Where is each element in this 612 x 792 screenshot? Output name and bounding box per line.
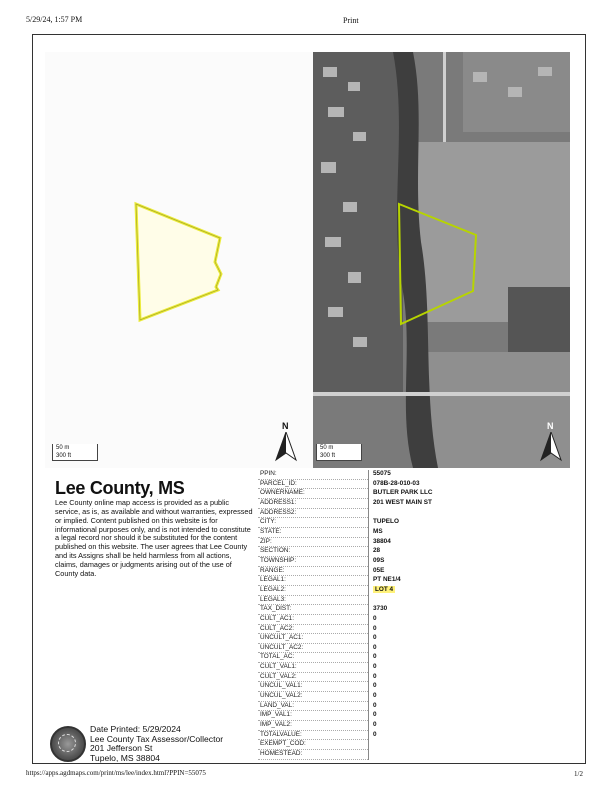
attribute-key: TOTAL_AC:: [258, 653, 369, 663]
attribute-key: ADDRESS2:: [258, 508, 369, 518]
attribute-value-text: 55075: [373, 470, 391, 478]
attribute-key: UNCULT_AC1:: [258, 634, 369, 644]
north-arrow-left: N: [274, 432, 298, 467]
attribute-key: CULT_VAL2:: [258, 672, 369, 682]
attribute-value-text: BUTLER PARK LLC: [373, 489, 433, 497]
county-seal: [50, 726, 86, 762]
aerial-imagery: [313, 52, 570, 468]
attribute-value: [369, 470, 571, 479]
scale-meters: 50 m: [320, 445, 334, 451]
attribute-value: [369, 547, 571, 557]
attribute-row: [258, 653, 570, 663]
attribute-value: [369, 643, 571, 653]
attribute-row: [258, 750, 570, 760]
attribute-value: [369, 701, 571, 711]
attribute-row: [258, 556, 570, 566]
attribute-value-text: 0: [373, 721, 377, 729]
attribute-key: TOTALVALUE:: [258, 730, 369, 740]
attribute-row: [258, 498, 570, 508]
attribute-row: [258, 489, 570, 499]
attribute-key: ADDRESS1:: [258, 498, 369, 508]
attribute-key: CULT_AC2:: [258, 624, 369, 634]
attribute-key: UNCUL_VAL1:: [258, 682, 369, 692]
attribute-row: [258, 470, 570, 479]
printed-info: [90, 725, 223, 763]
attribute-value: [369, 605, 571, 615]
attribute-row: [258, 634, 570, 644]
attribute-row: [258, 711, 570, 721]
attribute-value-text: 0: [373, 634, 377, 642]
attribute-value-text: 0: [373, 692, 377, 700]
attribute-value: [369, 663, 571, 673]
attribute-row: [258, 740, 570, 750]
attribute-key: IMP_VAL1:: [258, 711, 369, 721]
attribute-value: [369, 682, 571, 692]
attribute-value-text: 0: [373, 672, 377, 680]
attribute-value: [369, 508, 571, 518]
attribute-row: [258, 672, 570, 682]
attribute-value: [369, 518, 571, 528]
attribute-value-text: 0: [373, 653, 377, 661]
attribute-value: [369, 634, 571, 644]
attribute-value-text: PT NE1/4: [373, 576, 401, 584]
scale-bar-right: [316, 444, 362, 461]
attribute-key: TOWNSHIP:: [258, 556, 369, 566]
attribute-row: [258, 595, 570, 605]
attribute-row: [258, 663, 570, 673]
attribute-value-text: TUPELO: [373, 518, 399, 526]
attribute-key: SECTION:: [258, 547, 369, 557]
scale-bar-left: [52, 444, 98, 461]
attribute-key: CULT_VAL1:: [258, 663, 369, 673]
attribute-value-text: 0: [373, 682, 377, 690]
attribute-key: LEGAL2:: [258, 585, 369, 595]
attribute-key: PARCEL_ID:: [258, 479, 369, 489]
attribute-value: [369, 489, 571, 499]
attribute-value: [369, 750, 571, 760]
attribute-key: ZIP:: [258, 537, 369, 547]
attribute-value: [369, 614, 571, 624]
attribute-value: [369, 527, 571, 537]
attribute-value-text: 0: [373, 701, 377, 709]
attribute-value: [369, 711, 571, 721]
north-arrow-right: N: [539, 432, 563, 467]
attribute-value-text: 05E: [373, 566, 385, 574]
attribute-key: IMP_VAL2:: [258, 721, 369, 731]
attribute-row: [258, 576, 570, 586]
office-city: Tupelo, MS 38804: [90, 752, 160, 763]
attribute-row: [258, 643, 570, 653]
attribute-value-text: 38804: [373, 537, 391, 545]
attribute-row: [258, 537, 570, 547]
attribute-key: CITY:: [258, 518, 369, 528]
attribute-key: UNCUL_VAL2:: [258, 692, 369, 702]
attribute-value: [369, 576, 571, 586]
attribute-key: LAND_VAL:: [258, 701, 369, 711]
attribute-key: RANGE:: [258, 566, 369, 576]
parcel-outline-shape: [45, 52, 313, 468]
date-printed: Date Printed: 5/29/2024: [90, 724, 181, 734]
attribute-key: PPIN:: [258, 470, 369, 479]
attribute-key: LEGAL3:: [258, 595, 369, 605]
attribute-key: HOMESTEAD:: [258, 750, 369, 760]
attribute-key: OWNERNAME:: [258, 489, 369, 499]
attribute-value: [369, 721, 571, 731]
attribute-value: [369, 595, 571, 605]
attribute-key: LEGAL1:: [258, 576, 369, 586]
attribute-value: [369, 556, 571, 566]
attribute-row: [258, 682, 570, 692]
attribute-key: EXEMPT_COD:: [258, 740, 369, 750]
attribute-row: [258, 692, 570, 702]
attribute-row: [258, 508, 570, 518]
attribute-value: [369, 479, 571, 489]
attribute-value-text: 3730: [373, 605, 388, 613]
attribute-key: TAX_DIST:: [258, 605, 369, 615]
attribute-row: [258, 624, 570, 634]
office-name: Lee County Tax Assessor/Collector: [90, 733, 224, 744]
attribute-row: [258, 730, 570, 740]
attribute-value-text: 0: [373, 614, 377, 622]
attribute-value: [369, 692, 571, 702]
attribute-value-text: 201 WEST MAIN ST: [373, 498, 432, 506]
attribute-row: [258, 614, 570, 624]
north-arrow-icon: [274, 432, 298, 462]
attribute-value-text: MS: [373, 527, 383, 535]
attribute-row: [258, 585, 570, 595]
attribute-value-text: LOT 4: [375, 585, 394, 593]
county-title: Lee County, MS: [55, 478, 185, 498]
attribute-row: [258, 721, 570, 731]
attribute-value: [369, 624, 571, 634]
attribute-row: [258, 701, 570, 711]
disclaimer-text: Lee County online map access is provided as a public service, as is, as available and without warranties, expressed or implied. Content published on this website is for informational purposes only, and is not intended to constitute a legal record nor should it be substituted for the content published on this website. The user agrees that Lee County and its Assigns shall be held harmless from all actions, claims, damages or judgments arising out of the use of County data.: [55, 498, 253, 578]
print-header-title: Print: [343, 16, 359, 25]
attribute-value: [369, 537, 571, 547]
attribute-row: [258, 605, 570, 615]
scale-meters: 50 m: [56, 445, 70, 451]
attribute-value-text: 28: [373, 547, 381, 555]
attribute-row: [258, 566, 570, 576]
attribute-value-text: 09S: [373, 556, 385, 564]
scale-feet: 300 ft: [56, 453, 72, 459]
attribute-value: [369, 498, 571, 508]
attribute-value: [369, 566, 571, 576]
attribute-value-text: 0: [373, 643, 377, 651]
attribute-row: [258, 547, 570, 557]
aerial-imagery-map[interactable]: [313, 52, 570, 468]
attribute-row: [258, 527, 570, 537]
print-footer-url[interactable]: https://apps.agdmaps.com/print/ms/lee/index.html?PPIN=55075: [26, 769, 206, 777]
attribute-value: [369, 653, 571, 663]
scale-feet: 300 ft: [320, 453, 336, 459]
print-header-datetime: 5/29/24, 1:57 PM: [26, 15, 83, 24]
attribute-value: [369, 730, 571, 740]
attribute-value-text: 0: [373, 663, 377, 671]
attribute-value: [369, 740, 571, 750]
attribute-value-text: 0: [373, 711, 377, 719]
attribute-row: [258, 518, 570, 528]
print-footer-page: 1/2: [574, 770, 583, 778]
attribute-value: [369, 585, 571, 595]
attribute-key: UNCULT_AC2:: [258, 643, 369, 653]
attribute-row: [258, 479, 570, 489]
parcel-outline-map[interactable]: [45, 52, 314, 468]
attribute-value-text: 0: [373, 624, 377, 632]
north-arrow-icon: [539, 432, 563, 462]
attribute-value-text: 078B-28-010-03: [373, 479, 420, 487]
attribute-value-text: 0: [373, 730, 377, 738]
parcel-attributes-table: [258, 470, 570, 760]
attribute-value: [369, 672, 571, 682]
attribute-key: STATE:: [258, 527, 369, 537]
office-street: 201 Jefferson St: [90, 743, 153, 753]
attribute-key: CULT_AC1:: [258, 614, 369, 624]
